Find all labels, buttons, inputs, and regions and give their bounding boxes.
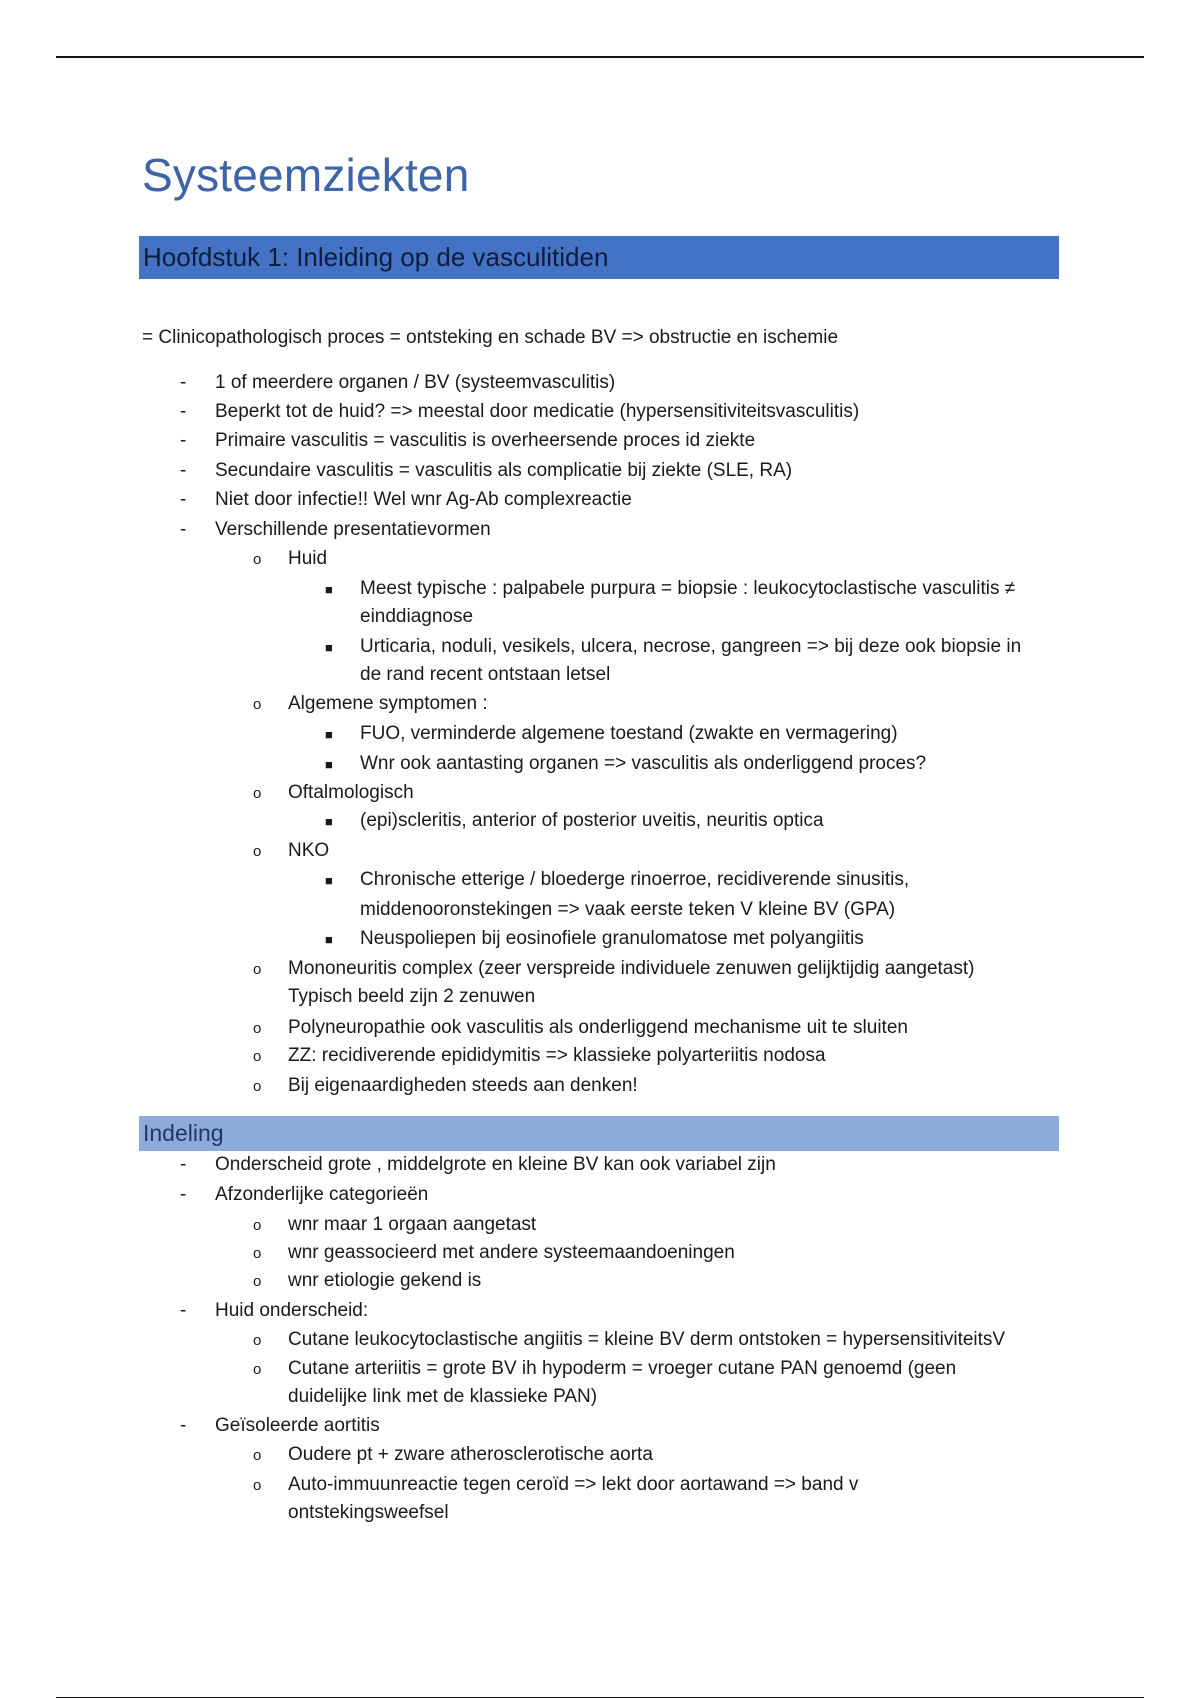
list-item-continuation: ontstekingsweefsel [288,1502,449,1523]
list-item: Secundaire vasculitis = vasculitis als complicatie bij ziekte (SLE, RA) [215,460,793,481]
square-marker: ■ [325,727,333,742]
dash-marker: - [180,401,187,422]
list-item-continuation: de rand recent ontstaan letsel [360,664,611,685]
list-item-continuation: Typisch beeld zijn 2 zenuwen [288,986,536,1007]
list-item: FUO, verminderde algemene toestand (zwakte en vermagering) [360,723,898,744]
list-item: (epi)scleritis, anterior of posterior uveitis, neuritis optica [360,810,824,831]
circle-marker: o [253,843,262,860]
list-item: Primaire vasculitis = vasculitis is overheersende proces id ziekte [215,430,756,451]
list-item: Mononeuritis complex (zeer verspreide individuele zenuwen gelijktijdig aangetast) [288,958,975,979]
square-marker: ■ [325,757,333,772]
circle-marker: o [253,1217,262,1234]
square-marker: ■ [325,932,333,947]
list-item: NKO [288,840,330,861]
list-item: Wnr ook aantasting organen => vasculitis als onderliggend proces? [360,753,927,774]
square-marker: ■ [325,814,333,829]
list-item-continuation: einddiagnose [360,606,474,627]
dash-marker: - [180,1300,187,1321]
square-marker: ■ [325,640,333,655]
section-heading-indeling: Indeling [139,1116,1059,1151]
list-item: Huid onderscheid: [215,1300,369,1321]
circle-marker: o [253,1332,262,1349]
list-item: Geïsoleerde aortitis [215,1415,380,1436]
list-item: Auto-immuunreactie tegen ceroïd => lekt door aortawand => band v [288,1474,859,1495]
header-rule [56,56,1144,58]
list-item: Oudere pt + zware atherosclerotische aorta [288,1444,653,1465]
list-item: Urticaria, noduli, vesikels, ulcera, necrose, gangreen => bij deze ook biopsie in [360,636,1022,657]
circle-marker: o [253,1273,262,1290]
list-item: wnr etiologie gekend is [288,1270,482,1291]
list-item: ZZ: recidiverende epididymitis => klassieke polyarteriitis nodosa [288,1045,826,1066]
list-item-continuation: duidelijke link met de klassieke PAN) [288,1386,598,1407]
circle-marker: o [253,1447,262,1464]
list-item: Afzonderlijke categorieën [215,1184,429,1205]
list-item: Huid [288,548,328,569]
list-item: wnr maar 1 orgaan aangetast [288,1214,537,1235]
list-item: Onderscheid grote , middelgrote en kleine BV kan ook variabel zijn [215,1154,776,1175]
chapter-heading: Hoofdstuk 1: Inleiding op de vasculitiden [139,236,1059,279]
dash-marker: - [180,1154,187,1175]
dash-marker: - [180,519,187,540]
circle-marker: o [253,1078,262,1095]
footer-rule [56,1697,1144,1698]
list-item: Chronische etterige / bloederge rinoerroe, recidiverende sinusitis, [360,869,910,890]
dash-marker: - [180,1415,187,1436]
square-marker: ■ [325,873,333,888]
list-item: Cutane leukocytoclastische angiitis = kleine BV derm ontstoken = hypersensitiviteitsV [288,1329,1006,1350]
dash-marker: - [180,489,187,510]
dash-marker: - [180,430,187,451]
circle-marker: o [253,1477,262,1494]
intro-line: = Clinicopathologisch proces = ontsteking en schade BV => obstructie en ischemie [142,327,839,348]
list-item: Bij eigenaardigheden steeds aan denken! [288,1075,638,1096]
list-item: Cutane arteriitis = grote BV ih hypoderm = vroeger cutane PAN genoemd (geen [288,1358,957,1379]
dash-marker: - [180,460,187,481]
circle-marker: o [253,1020,262,1037]
document-title: Systeemziekten [142,149,470,201]
dash-marker: - [180,1184,187,1205]
list-item: Meest typische : palpabele purpura = biopsie : leukocytoclastische vasculitis ≠ [360,578,1016,599]
list-item: 1 of meerdere organen / BV (systeemvasculitis) [215,372,616,393]
circle-marker: o [253,785,262,802]
list-item: Algemene symptomen : [288,693,488,714]
list-item: Polyneuropathie ook vasculitis als onderliggend mechanisme uit te sluiten [288,1017,908,1038]
list-item: Verschillende presentatievormen [215,519,491,540]
list-item: Oftalmologisch [288,782,414,803]
square-marker: ■ [325,582,333,597]
list-item: Beperkt tot de huid? => meestal door medicatie (hypersensitiviteitsvasculitis) [215,401,860,422]
list-item-continuation: middenooronstekingen => vaak eerste teken V kleine BV (GPA) [360,899,896,920]
circle-marker: o [253,1245,262,1262]
list-item: Neuspoliepen bij eosinofiele granulomatose met polyangiitis [360,928,864,949]
circle-marker: o [253,1048,262,1065]
circle-marker: o [253,551,262,568]
circle-marker: o [253,1361,262,1378]
circle-marker: o [253,961,262,978]
list-item: Niet door infectie!! Wel wnr Ag-Ab complexreactie [215,489,632,510]
dash-marker: - [180,372,187,393]
list-item: wnr geassocieerd met andere systeemaandoeningen [288,1242,735,1263]
circle-marker: o [253,696,262,713]
